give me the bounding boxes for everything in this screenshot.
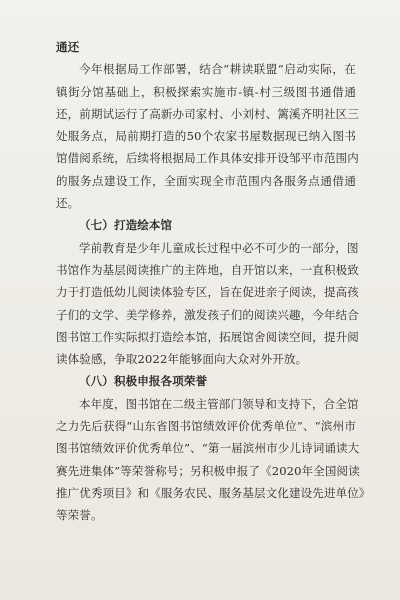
paragraph-line: 还，前期试运行了高新办司家村、小刘村、篱溪齐明社区三 bbox=[56, 106, 359, 121]
paragraph-line: 读体验感，争取2022年能够面向大众对外开放。 bbox=[56, 352, 308, 367]
paragraph-line: 等荣誉。 bbox=[56, 508, 103, 523]
paragraph-line: 力于打造低幼儿阅读体验专区，旨在促进亲子阅读，提高孩 bbox=[56, 285, 359, 300]
paragraph-line: 的服务点建设工作，全面实现全市范围内各服务点通借通 bbox=[56, 173, 356, 188]
paragraph-line: 学前教育是少年儿童成长过程中必不可少的一部分，图 bbox=[79, 240, 359, 255]
paragraph-line: 子们的文学、美学修养，激发孩子们的阅读兴趣，今年结合 bbox=[56, 307, 359, 322]
paragraph-line: 图书馆工作实际拟打造绘本馆，拓展馆舍阅读空间，提升阅 bbox=[56, 329, 359, 344]
document-body bbox=[56, 36, 371, 527]
paragraph-line: 本年度，图书馆在二级主管部门领导和支持下，合全馆 bbox=[79, 396, 359, 411]
section-heading: （七）打造绘本馆 bbox=[79, 218, 173, 233]
paragraph-line: 之力先后获得“山东省图书馆绩效评价优秀单位”、“滨州市 bbox=[56, 419, 356, 434]
section-heading: （八）积极申报各项荣誉 bbox=[79, 374, 208, 389]
paragraph-line: 通还 bbox=[56, 40, 80, 54]
paragraph-line: 处服务点，局前期打造的50个农家书屋数据现已纳入图书 bbox=[56, 129, 356, 144]
paragraph-line: 馆借阅系统，后续将根据局工作具体安排开设邹平市范围内 bbox=[56, 151, 359, 166]
paragraph-line: 镇街分馆基础上，积极探索实施市-镇-村三级图书通借通 bbox=[56, 84, 356, 99]
paragraph-line: 书馆作为基层阅读推广的主阵地，自开馆以来，一直积极致 bbox=[56, 262, 359, 277]
paragraph-line: 图书馆绩效评价优秀单位”、“第一届滨州市少儿诗词诵读大 bbox=[56, 441, 360, 456]
paragraph-line: 推广优秀项目》和《服务农民、服务基层文化建设先进单位》 bbox=[56, 485, 371, 500]
paragraph-line: 赛先进集体”等荣誉称号；另积极申报了《2020年全国阅读 bbox=[56, 463, 360, 478]
paragraph-line: 还。 bbox=[56, 196, 80, 211]
paragraph-line: 今年根据局工作部署，结合“耕读联盟”启动实际，在 bbox=[79, 62, 356, 77]
